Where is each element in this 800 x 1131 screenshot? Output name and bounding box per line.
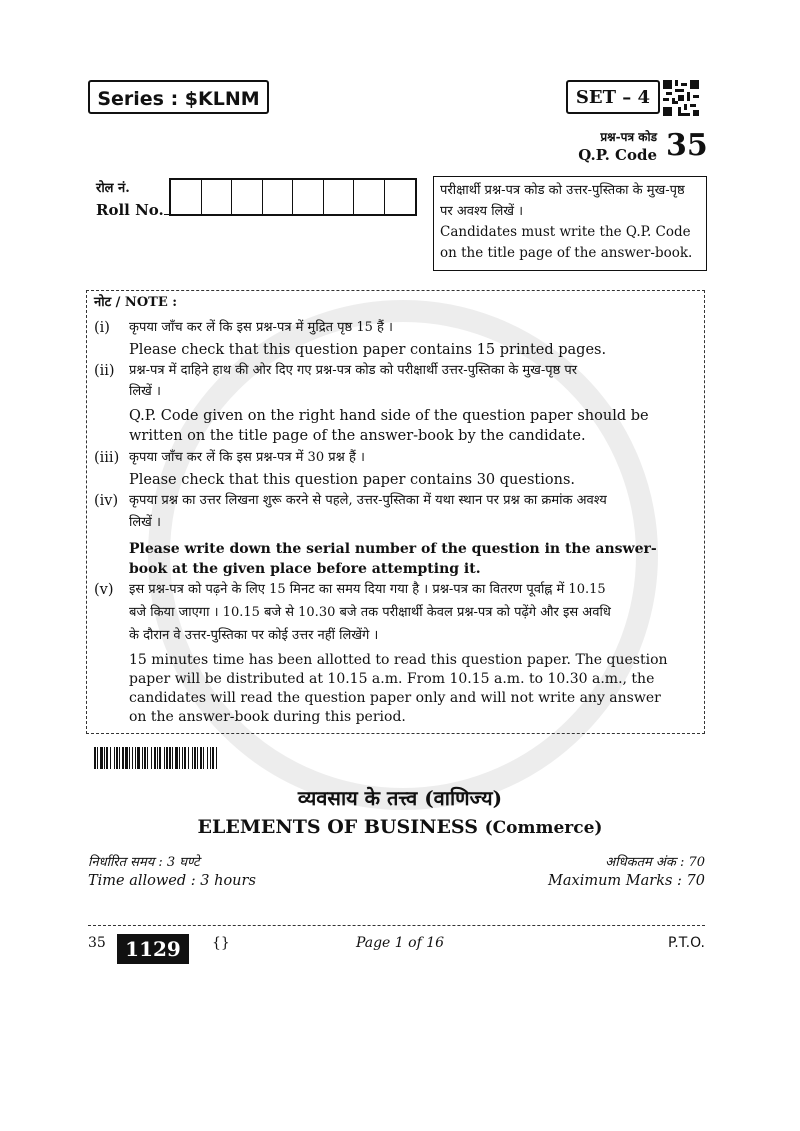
roll-digit-box[interactable] — [202, 180, 233, 214]
subject-title-hindi: व्यवसाय के तत्त्व (वाणिज्य) — [297, 786, 503, 810]
note-text-english: on the answer-book during this period. — [129, 709, 406, 725]
note-text-english: candidates will read the question paper only and will not write any answer — [129, 690, 661, 706]
max-marks: Maximum Marks : 70 — [548, 873, 705, 889]
roll-number-label-hindi: रोल नं. — [96, 181, 130, 196]
note-text-hindi: बजे किया जाएगा । 10.15 बजे से 10.30 बजे तक परीक्षार्थी केवल प्रश्न-पत्र को पढ़ेंगे और इस अवधि — [129, 605, 611, 620]
note-text-english-bold: Please write down the serial number of the question in the answer- — [129, 541, 657, 557]
note-number: (iii) — [94, 450, 120, 466]
note-text-english: 15 minutes time has been allotted to read this question paper. The question — [129, 652, 668, 668]
roll-digit-box[interactable] — [171, 180, 202, 214]
qp-code-label: Q.P. Code — [578, 146, 657, 164]
roll-digit-box[interactable] — [293, 180, 324, 214]
note-text-hindi: कृपया जाँच कर लें कि इस प्रश्न-पत्र में मुद्रित पृष्ठ 15 हैं । — [129, 320, 393, 335]
footer-braces: {} — [212, 935, 230, 951]
qp-code-number: 35 — [666, 128, 708, 163]
set-label: SET – 4 — [566, 80, 660, 114]
note-number: (ii) — [94, 363, 115, 379]
subject-title-sub: (Commerce) — [484, 818, 603, 838]
note-text-english: paper will be distributed at 10.15 a.m. From 10.15 a.m. to 10.30 a.m., the — [129, 671, 655, 687]
qr-code-icon — [663, 80, 699, 116]
note-text-english: Please check that this question paper contains 15 printed pages. — [129, 342, 607, 358]
max-marks-hindi: अधिकतम अंक : 70 — [605, 855, 705, 870]
note-text-english: written on the title page of the answer-book by the candidate. — [129, 428, 586, 444]
barcode-icon — [94, 747, 306, 769]
note-text-english: Q.P. Code given on the right hand side of the question paper should be — [129, 408, 649, 424]
note-text-hindi: लिखें । — [129, 384, 161, 399]
notes-title: नोट / NOTE : — [94, 295, 178, 310]
roll-digit-box[interactable] — [232, 180, 263, 214]
note-text-hindi: कृपया प्रश्न का उत्तर लिखना शुरू करने से पहले, उत्तर-पुस्तिका में यथा स्थान पर प्रश्न का क्रमांक अवश्य — [129, 493, 607, 508]
roll-digit-box[interactable] — [354, 180, 385, 214]
note-text-english: Please check that this question paper contains 30 questions. — [129, 472, 575, 488]
note-text-hindi: लिखें । — [129, 515, 161, 530]
qp-code-label-hindi: प्रश्न-पत्र कोड — [600, 130, 657, 144]
note-number: (iv) — [94, 493, 119, 509]
subject-title — [0, 816, 800, 838]
footer-divider — [88, 925, 705, 926]
instruction-hindi: परीक्षार्थी प्रश्न-पत्र कोड को उत्तर-पुस्तिका के मुख-पृष्ठ पर अवश्य लिखें । — [440, 183, 685, 219]
note-number: (i) — [94, 320, 110, 336]
note-text-english-bold: book at the given place before attempting it. — [129, 561, 481, 577]
footer-code-box: 1129 — [117, 934, 189, 964]
note-text-hindi: के दौरान वे उत्तर-पुस्तिका पर कोई उत्तर नहीं लिखेंगे । — [129, 628, 379, 643]
roll-number-boxes[interactable] — [169, 178, 417, 216]
pto-label: P.T.O. — [668, 935, 705, 951]
page-number: Page 1 of 16 — [355, 935, 445, 951]
roll-digit-box[interactable] — [263, 180, 294, 214]
instruction-english: Candidates must write the Q.P. Code on the title page of the answer-book. — [440, 224, 693, 261]
note-text-hindi: प्रश्न-पत्र में दाहिने हाथ की ओर दिए गए प्रश्न-पत्र कोड को परीक्षार्थी उत्तर-पुस्तिका के मुख-पृष्ठ पर — [129, 363, 578, 378]
time-allowed-hindi: निर्धारित समय : 3 घण्टे — [88, 855, 200, 870]
note-text-hindi: कृपया जाँच कर लें कि इस प्रश्न-पत्र में 30 प्रश्न हैं । — [129, 450, 365, 465]
note-text-hindi: इस प्रश्न-पत्र को पढ़ने के लिए 15 मिनट का समय दिया गया है । प्रश्न-पत्र का वितरण पूर्वाह्न में 10.15 — [129, 582, 606, 597]
qp-code-instruction-box — [433, 176, 707, 271]
time-allowed: Time allowed : 3 hours — [88, 873, 256, 889]
series-label: Series : $KLNM — [88, 80, 269, 114]
subject-title-main: ELEMENTS OF BUSINESS — [197, 816, 478, 838]
roll-number-label: Roll No. — [96, 201, 164, 219]
footer-qp-code: 35 — [88, 935, 106, 951]
roll-digit-box[interactable] — [324, 180, 355, 214]
roll-digit-box[interactable] — [385, 180, 416, 214]
note-number: (v) — [94, 582, 114, 598]
